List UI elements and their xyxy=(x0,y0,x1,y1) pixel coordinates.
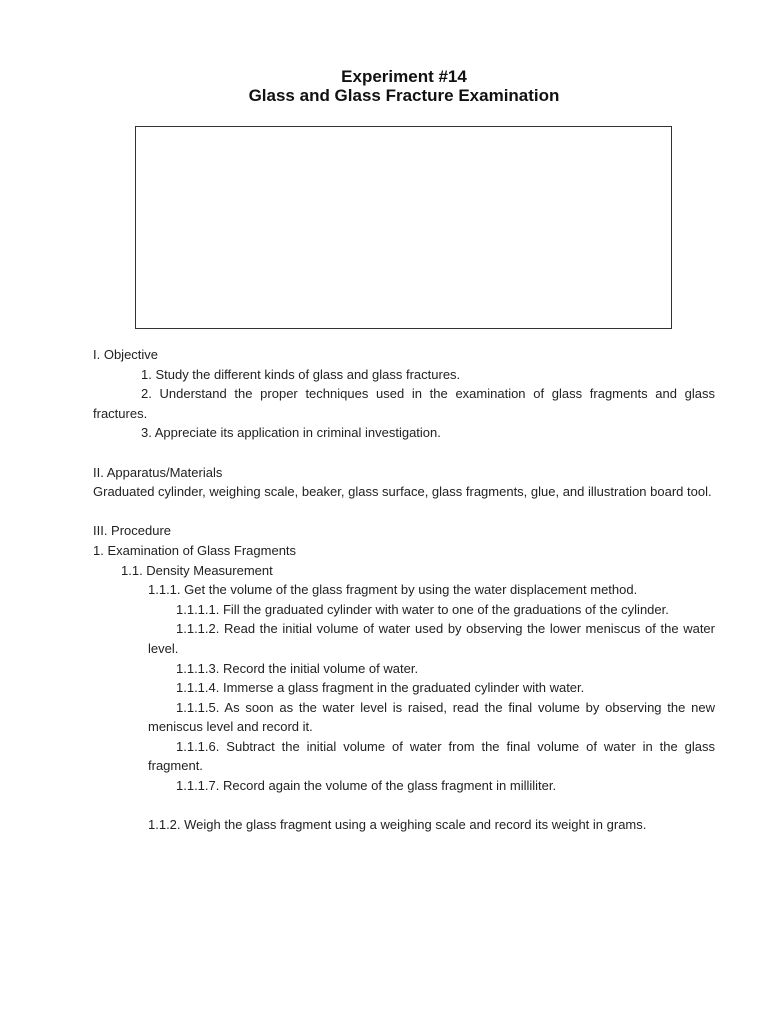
apparatus-heading: II. Apparatus/Materials xyxy=(93,464,223,480)
objective-item-2: 2. Understand the proper techniques used in the examination of glass fragments and glass fractures. xyxy=(93,386,715,421)
objective-item-1: 1. Study the different kinds of glass and glass fractures. xyxy=(141,366,461,382)
procedure-substep-6: 1.1.1.6. Subtract the initial volume of water from the final volume of water in the glass fragment. xyxy=(148,738,715,774)
spacer xyxy=(93,796,715,816)
procedure-substep-7: 1.1.1.7. Record again the volume of the glass fragment in milliliter. xyxy=(176,778,557,794)
document-body xyxy=(93,345,715,835)
figure-placeholder-box xyxy=(135,126,672,329)
apparatus-list: Graduated cylinder, weighing scale, beaker, glass surface, glass fragments, glue, and illustration board tool. xyxy=(93,484,712,500)
procedure-section-1: 1. Examination of Glass Fragments xyxy=(93,542,297,558)
experiment-number-title: Experiment #14 xyxy=(341,67,467,86)
procedure-substep-4: 1.1.1.4. Immerse a glass fragment in the graduated cylinder with water. xyxy=(176,680,585,696)
experiment-name-title: Glass and Glass Fracture Examination xyxy=(248,86,560,105)
procedure-substep-3: 1.1.1.3. Record the initial volume of water. xyxy=(176,660,419,676)
procedure-substep-2: 1.1.1.2. Read the initial volume of water used by observing the lower meniscus of the water level. xyxy=(148,621,715,656)
spacer xyxy=(93,502,715,522)
spacer xyxy=(93,443,715,463)
procedure-substep-1: 1.1.1.1. Fill the graduated cylinder with water to one of the graduations of the cylinder. xyxy=(176,601,669,617)
objective-item-3: 3. Appreciate its application in criminal investigation. xyxy=(141,425,441,441)
objective-heading: I. Objective xyxy=(93,347,159,362)
procedure-step-1-1-1: 1.1.1. Get the volume of the glass fragment by using the water displacement method. xyxy=(148,582,638,598)
procedure-subsection-1-1: 1.1. Density Measurement xyxy=(121,562,273,578)
procedure-substep-5: 1.1.1.5. As soon as the water level is raised, read the final volume by observing the new meniscus level and record it. xyxy=(148,699,715,735)
procedure-heading: III. Procedure xyxy=(93,523,172,539)
procedure-step-1-1-2: 1.1.2. Weigh the glass fragment using a weighing scale and record its weight in grams. xyxy=(148,817,647,833)
